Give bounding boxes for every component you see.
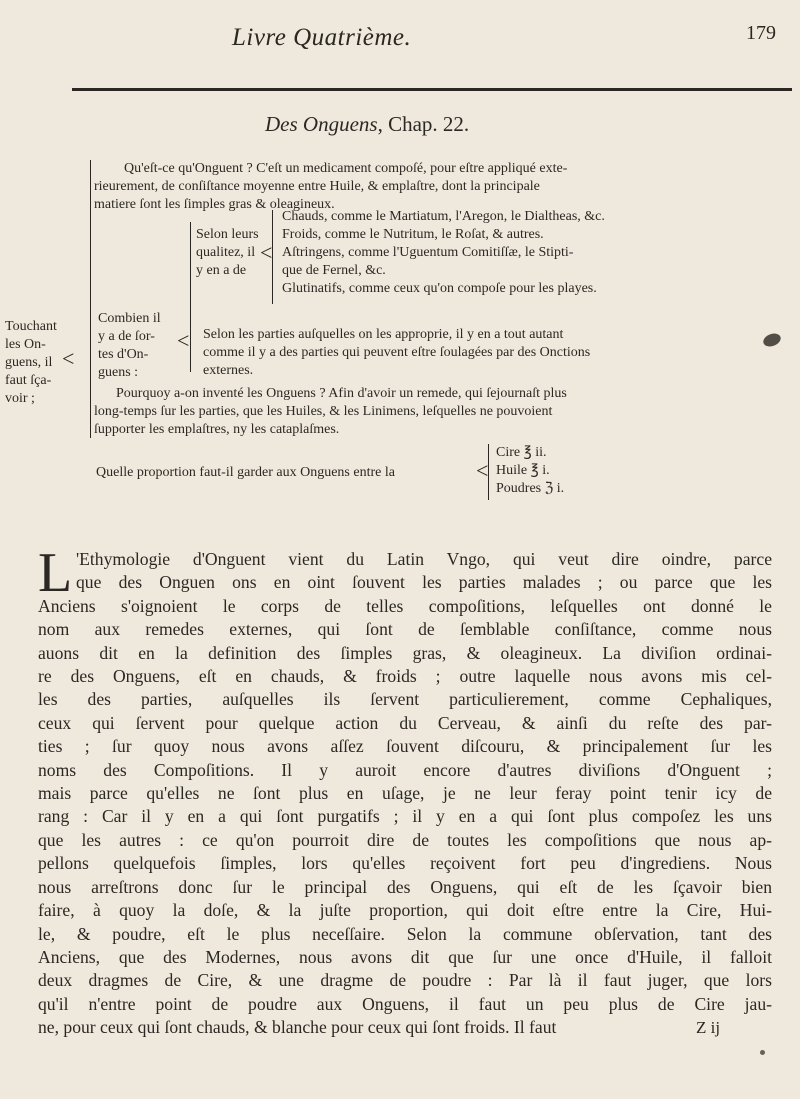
synopsis-line: qualitez, il [196, 245, 256, 260]
main-brace [90, 160, 91, 438]
synopsis-line: rieurement, de conſiſtance moyenne entre Huile, & emplaſtre, dont la principale [94, 179, 540, 194]
chapter-title-italic: Des Onguens [265, 112, 378, 136]
proportion-brace [488, 444, 489, 500]
synopsis-line: tes d'On- [98, 347, 149, 362]
body-line: pellons quelquefois ſimples, lors qu'elles reçoivent fort peu d'ingrediens. Nous [38, 853, 772, 874]
body-line: re des Onguens, eſt en chauds, & froids ; outre laquelle nous avons mis cel- [38, 666, 772, 687]
ink-stain [761, 331, 782, 348]
body-line: rang : Car il y en a qui ſont purgatifs ; il y en a qui ſont plus compoſez les uns [38, 806, 772, 827]
synopsis-line: y en a de [196, 263, 247, 278]
body-line: que des Onguen ons en oint ſouvent les parties malades ; ou parce que les [76, 572, 772, 593]
synopsis-line: externes. [203, 363, 254, 378]
page-number: 179 [746, 22, 776, 44]
signature-mark: Z ij [696, 1018, 721, 1037]
body-line: noms des Compoſitions. Il y auroit encore d'autres diviſions d'Onguent ; [38, 759, 772, 780]
synopsis-line: Selon les parties auſquelles on les approprie, il y en a tout autant [203, 327, 564, 342]
synopsis-line: que de Fernel, &c. [282, 263, 386, 278]
body-line: nous arreſtrons donc ſur le principal des Onguens, qui eſt de les ſçavoir bien [38, 876, 772, 897]
body-line: faire, à quoy la doſe, & la juſte proportion, qui doit eſtre entre la Cire, Hui- [38, 900, 772, 921]
synopsis-line: Glutinatifs, comme ceux qu'on compoſe pour les playes. [282, 281, 597, 296]
body-line: qu'il n'entre point de poudre aux Onguens, il faut un peu plus de Cire jau- [38, 993, 772, 1014]
header-rule [72, 88, 792, 91]
body-line: mais parce qu'elles ne ſont plus en uſage, je ne leur feray point tenir icy de [38, 783, 772, 804]
side-note-line: les On- [5, 337, 46, 352]
qualitez-brace [272, 210, 273, 304]
recipe-cire: Cire ℥ ii. [496, 445, 547, 460]
synopsis-line: Quelle proportion faut-il garder aux Onguens entre la [96, 465, 395, 480]
side-note-line: faut ſça- [5, 373, 52, 388]
body-line: Anciens s'oignoient le corps de telles compoſitions, leſquelles ont donné le [38, 595, 772, 616]
body-line: ceux qui ſervent pour quelque action du Cerveau, & ainſi du reſte des par- [38, 712, 772, 733]
synopsis-line: Chauds, comme le Martiatum, l'Aregon, le Dialtheas, &c. [282, 209, 605, 224]
drop-cap: L [38, 542, 73, 604]
synopsis-line: y a de ſor- [98, 329, 155, 344]
synopsis-line: comme il y a des parties qui peuvent eſtre ſoulagées par des Onctions [203, 345, 591, 360]
chapter-title-rest: , Chap. 22. [377, 112, 470, 136]
synopsis-line: ſupporter les emplaſtres, ny les cataplaſmes. [94, 422, 340, 437]
synopsis-line: Froids, comme le Nutritum, le Roſat, & autres. [282, 227, 544, 242]
recipe-poudres: Poudres ℨ i. [496, 481, 565, 496]
body-line: ties ; ſur quoy nous avons aſſez ſouvent diſcouru, & principalement ſur les [38, 736, 772, 757]
body-line: ne, pour ceux qui ſont chauds, & blanche pour ceux qui ſont froids. Il faut [38, 1017, 557, 1038]
recipe-huile: Huile ℥ i. [496, 463, 550, 478]
side-note-line: voir ; [5, 391, 35, 406]
combien-brace [190, 222, 191, 372]
body-line: que les autres : ce qu'on pourroit dire de toutes les compoſitions que nous ap- [38, 829, 772, 850]
side-note-line: Touchant [5, 319, 57, 334]
brace-tip: < [260, 240, 273, 265]
body-line: auons dit en la definition des ſimples gras, & oleagineux. La diviſion ordinai- [38, 642, 772, 663]
body-line: deux dragmes de Cire, & une dragme de poudre : Par là il faut juger, que lors [38, 970, 772, 991]
side-note-line: guens, il [5, 355, 53, 370]
body-line: le, & poudre, eſt le plus neceſſaire. Selon la commune obſervation, tant des [38, 923, 772, 944]
synopsis-line: Qu'eſt-ce qu'Onguent ? C'eſt un medicament compoſé, pour eſtre appliqué exte- [124, 161, 568, 176]
synopsis-line: long-temps ſur les parties, que les Huiles, & les Linimens, leſquelles ne pouvoient [94, 404, 553, 419]
body-paragraph [38, 548, 772, 1040]
brace-tip: < [476, 458, 489, 483]
synopsis-line: Pourquoy a-on inventé les Onguens ? Afin d'avoir un remede, qui ſejournaſt plus [116, 386, 567, 401]
ink-dot [760, 1050, 765, 1055]
body-line: 'Ethymologie d'Onguent vient du Latin Vngo, qui veut dire oindre, parce [76, 549, 772, 569]
synopsis-line: guens : [98, 365, 139, 380]
chapter-title [265, 112, 469, 137]
synopsis-line: matiere ſont les ſimples gras & oleagineux. [94, 197, 335, 212]
brace-tip: < [62, 346, 75, 371]
synopsis-line: Selon leurs [196, 227, 259, 242]
synopsis-line: Aſtringens, comme l'Uguentum Comitiſſæ, le Stipti- [282, 245, 574, 260]
body-line: les des parties, auſquelles ils ſervent particulierement, comme Cephaliques, [38, 689, 772, 710]
body-line: Anciens, que des Modernes, nous avons dit que ſur une once d'Huile, il falloit [38, 946, 772, 967]
brace-tip: < [177, 328, 190, 353]
body-line: nom aux remedes externes, qui ſont de ſemblable conſiſtance, comme nous [38, 619, 772, 640]
running-head: Livre Quatrième. [232, 24, 412, 51]
synopsis-line: Combien il [98, 311, 161, 326]
